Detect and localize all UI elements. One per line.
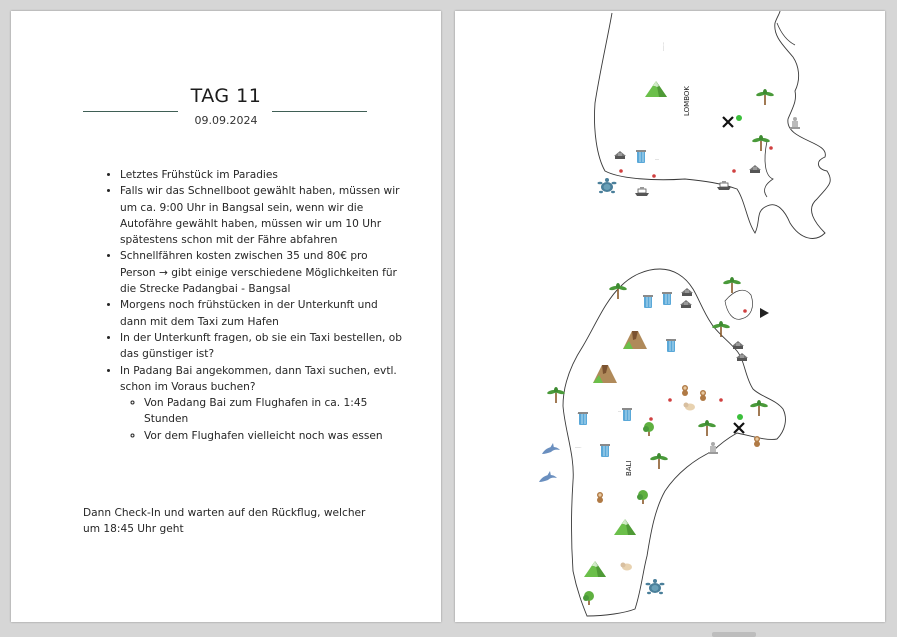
island-map-illustration <box>455 11 885 622</box>
bullet-item: • Falls wir das Schnellboot gewählt haben, müssen wir um ca. 9:00 Uhr in Bangsal sein, wenn wir die Autofähre gewählt haben, müssen wir um 10 Uhr spätestens schon mit der Fähre abfahren <box>120 183 405 248</box>
lombok-north-coast <box>777 23 795 45</box>
mountain-icon <box>614 519 636 535</box>
sub-bullet-item: ◦ Vor dem Flughafen vielleicht noch was essen <box>144 428 405 444</box>
bullet-item-with-subs <box>120 363 405 444</box>
airport-icon <box>734 423 744 433</box>
waterfall-icon <box>643 295 653 308</box>
palm-tree-icon <box>650 453 669 469</box>
waterfall-icon <box>622 408 632 421</box>
bullet-item: • Letztes Frühstück im Paradies <box>120 167 405 183</box>
title-rule-right <box>272 111 367 112</box>
place-dot-icon <box>732 169 736 173</box>
place-dot-icon <box>652 174 656 178</box>
waterfall-icon <box>662 292 672 305</box>
bali-label: BALI <box>625 460 633 476</box>
elephant-icon <box>684 403 696 411</box>
mountain-icon <box>645 81 667 97</box>
flag-icon <box>760 308 769 318</box>
tree-icon <box>637 490 648 504</box>
location-marker-icon <box>737 414 743 420</box>
nusa-penida-outline <box>725 290 753 319</box>
place-dot-icon <box>769 146 773 150</box>
title-rule-left <box>83 111 178 112</box>
temple-icon <box>732 341 744 349</box>
statue-icon <box>790 117 800 129</box>
dolphin-icon <box>542 443 560 454</box>
svg-text:······: ······ <box>575 446 582 450</box>
tree-icon <box>643 422 654 436</box>
camel-icon <box>621 563 633 571</box>
bullet-text: In Padang Bai angekommen, dann Taxi suchen, evtl. schon im Voraus buchen? <box>120 364 397 393</box>
bullet-list <box>91 167 405 444</box>
place-dot-icon <box>619 169 623 173</box>
sub-bullet-list <box>120 395 405 444</box>
tree-icon <box>583 591 594 605</box>
sub-bullet-item: ◦ Von Padang Bai zum Flughafen in ca. 1:45 Stunden <box>144 395 405 428</box>
turtle-icon <box>598 178 617 193</box>
airport-icon <box>723 117 733 127</box>
svg-text:···: ··· <box>618 410 622 414</box>
temple-icon <box>749 165 761 173</box>
place-dot-icon <box>649 417 653 421</box>
monkey-icon <box>597 492 603 503</box>
location-marker-icon <box>736 115 742 121</box>
palm-tree-icon <box>750 400 769 416</box>
document-page-left <box>11 11 441 622</box>
horizontal-scrollbar-thumb[interactable] <box>712 632 756 637</box>
boat-icon <box>717 181 731 190</box>
temple-icon <box>614 151 626 159</box>
svg-text:····: ···· <box>667 338 672 342</box>
place-dot-icon <box>743 309 747 313</box>
document-page-right <box>455 11 885 622</box>
volcano-icon <box>593 365 617 383</box>
svg-text:····: ···· <box>655 158 660 162</box>
dolphin-icon <box>539 471 557 482</box>
page-title: TAG 11 <box>190 85 262 107</box>
monkey-icon <box>754 436 760 447</box>
turtle-icon <box>646 579 665 594</box>
monkey-icon <box>700 390 706 401</box>
palm-tree-icon <box>752 135 771 151</box>
temple-icon <box>736 353 748 361</box>
palm-tree-icon <box>547 387 566 403</box>
palm-tree-icon <box>756 89 775 105</box>
svg-text:········: ········ <box>662 42 666 51</box>
bullet-item: • Morgens noch frühstücken in der Unterkunft und dann mit dem Taxi zum Hafen <box>120 297 405 330</box>
place-dot-icon <box>719 398 723 402</box>
waterfall-icon <box>636 150 646 163</box>
svg-text:·····: ····· <box>577 412 583 416</box>
place-dot-icon <box>668 398 672 402</box>
closing-paragraph: Dann Check-In und warten auf den Rückflug, welcher um 18:45 Uhr geht <box>83 507 366 536</box>
temple-icon <box>680 300 692 308</box>
lombok-label: LOMBOK <box>683 86 691 116</box>
palm-tree-icon <box>698 420 717 436</box>
volcano-icon <box>623 331 647 349</box>
palm-tree-icon <box>712 321 731 337</box>
mountain-icon <box>584 561 606 577</box>
temple-icon <box>681 288 693 296</box>
monkey-icon <box>682 385 688 396</box>
boat-icon <box>635 187 649 196</box>
bullet-item: • Schnellfähren kosten zwischen 35 und 80€ pro Person → gibt einige verschiedene Möglichkeiten für die Strecke Padangbai - Bangsal <box>120 248 405 297</box>
page-date: 09.09.2024 <box>194 114 258 127</box>
waterfall-icon <box>600 444 610 457</box>
bullet-item: • In der Unterkunft fragen, ob sie ein Taxi bestellen, ob das günstiger ist? <box>120 330 405 363</box>
